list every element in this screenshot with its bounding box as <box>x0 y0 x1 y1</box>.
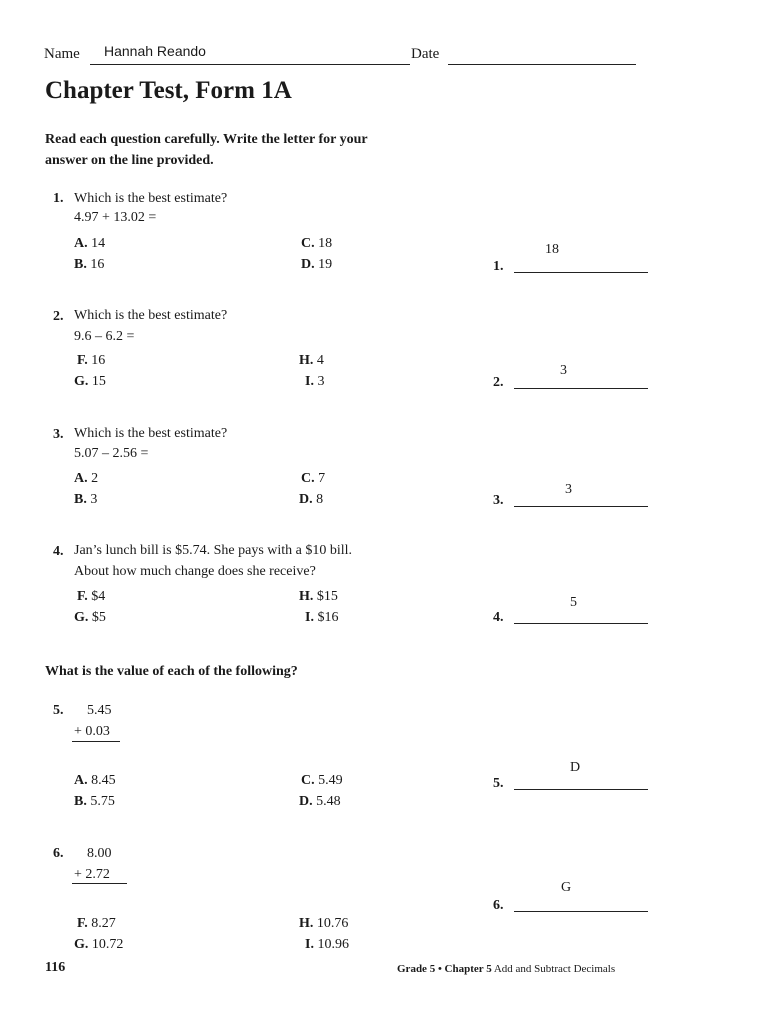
option-a: A. 14 <box>74 236 106 251</box>
question-text: Which is the best estimate? <box>74 426 228 441</box>
addend-bottom: + 2.72 <box>74 867 110 882</box>
option-f: F. $4 <box>77 589 106 604</box>
option-g: G. 15 <box>74 374 106 389</box>
answer-line[interactable] <box>514 789 648 790</box>
option-i: I. 10.96 <box>305 937 349 952</box>
option-d: D. 19 <box>301 257 333 272</box>
answer-number: 1. <box>493 259 504 274</box>
answer-number: 3. <box>493 493 504 508</box>
answer-value[interactable]: 5 <box>570 595 577 610</box>
option-c: C. 18 <box>301 236 333 251</box>
answer-number: 2. <box>493 375 504 390</box>
answer-line[interactable] <box>514 272 648 273</box>
option-g: G. $5 <box>74 610 106 625</box>
page-title: Chapter Test, Form 1A <box>45 77 292 104</box>
option-a: A. 8.45 <box>74 773 116 788</box>
answer-value[interactable]: 18 <box>545 242 559 257</box>
option-a: A. 2 <box>74 471 99 486</box>
question-number: 6. <box>53 846 64 861</box>
answer-number: 6. <box>493 898 504 913</box>
option-c: C. 5.49 <box>301 773 343 788</box>
answer-value[interactable]: G <box>561 880 572 895</box>
instructions-line-1: Read each question carefully. Write the letter for your <box>45 132 368 147</box>
name-field-line <box>90 64 410 65</box>
addend-top: 8.00 <box>87 846 112 861</box>
question-text: Jan’s lunch bill is $5.74. She pays with a $10 bill. <box>74 543 353 558</box>
answer-line[interactable] <box>514 911 648 912</box>
answer-number: 5. <box>493 776 504 791</box>
footer-subject: Add and Subtract Decimals <box>493 963 616 975</box>
name-value[interactable]: Hannah Reando <box>104 43 206 59</box>
name-label: Name <box>44 46 80 62</box>
question-expression: 5.07 – 2.56 = <box>74 446 149 461</box>
date-label: Date <box>411 46 440 62</box>
option-c: C. 7 <box>301 471 326 486</box>
question-text: Which is the best estimate? <box>74 308 228 323</box>
answer-line[interactable] <box>514 506 648 507</box>
sum-line <box>72 883 127 884</box>
option-b: B. 16 <box>74 257 105 272</box>
question-number: 1. <box>53 191 64 206</box>
question-text: Which is the best estimate? <box>74 191 228 206</box>
answer-value[interactable]: D <box>570 760 581 775</box>
option-h: H. $15 <box>299 589 338 604</box>
answer-value[interactable]: 3 <box>565 482 572 497</box>
answer-value[interactable]: 3 <box>560 363 567 378</box>
option-i: I. 3 <box>305 374 325 389</box>
question-number: 2. <box>53 309 64 324</box>
addend-bottom: + 0.03 <box>74 724 110 739</box>
sum-line <box>72 741 120 742</box>
answer-line[interactable] <box>514 623 648 624</box>
question-number: 3. <box>53 427 64 442</box>
footer-caption <box>397 963 615 975</box>
date-field-line[interactable] <box>448 64 636 65</box>
option-f: F. 16 <box>77 353 106 368</box>
option-g: G. 10.72 <box>74 937 124 952</box>
question-expression: 9.6 – 6.2 = <box>74 329 135 344</box>
instructions-line-2: answer on the line provided. <box>45 153 214 168</box>
addend-top: 5.45 <box>87 703 112 718</box>
question-number: 4. <box>53 544 64 559</box>
option-i: I. $16 <box>305 610 339 625</box>
option-d: D. 5.48 <box>299 794 341 809</box>
section-heading: What is the value of each of the following? <box>45 664 298 679</box>
answer-line[interactable] <box>514 388 648 389</box>
question-number: 5. <box>53 703 64 718</box>
footer-grade-chapter: Grade 5 • Chapter 5 <box>397 963 492 975</box>
option-b: B. 5.75 <box>74 794 115 809</box>
option-b: B. 3 <box>74 492 98 507</box>
question-expression: 4.97 + 13.02 = <box>74 210 157 225</box>
option-f: F. 8.27 <box>77 916 116 931</box>
option-d: D. 8 <box>299 492 324 507</box>
question-text-2: About how much change does she receive? <box>74 564 316 579</box>
option-h: H. 10.76 <box>299 916 349 931</box>
page-number: 116 <box>45 960 66 975</box>
answer-number: 4. <box>493 610 504 625</box>
option-h: H. 4 <box>299 353 324 368</box>
